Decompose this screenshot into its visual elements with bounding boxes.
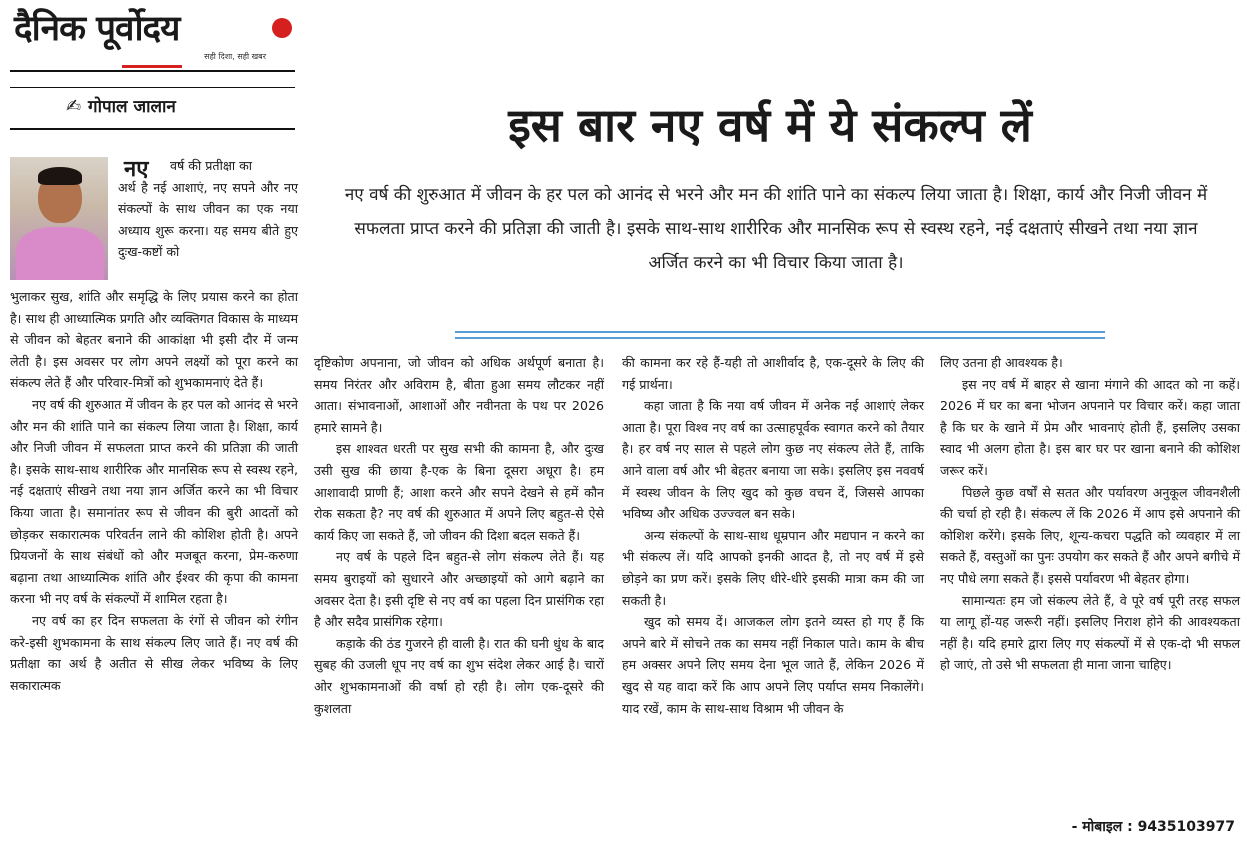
article-column-3 xyxy=(622,352,924,719)
intro-deck: नए वर्ष की शुरुआत में जीवन के हर पल को आनंद से भरने और मन की शांति पाने का संकल्प लिया जाता है। शिक्षा, कार्य और निजी जीवन में सफलता प्राप्त करने की प्रतिज्ञा की जाती है। इसके साथ-साथ शारीरिक और मानसिक रूप से स्वस्थ रहने, नई दक्षताएं सीखने तथा नया ज्ञान अर्जित करने का भी विचार किया जाता है। xyxy=(344,185,1208,273)
lead-paragraph xyxy=(118,155,298,263)
separator-line-bottom xyxy=(455,337,1105,339)
col4-paragraph: इस नए वर्ष में बाहर से खाना मंगाने की आदत को ना कहें। 2026 में घर का बना भोजन अपनाने पर विचार करें। कहा जाता है कि घर के खाने में प्रेम और भावनाएं होती हैं, इसलिए उसका स्वाद भी अलग होता है। इस बार घर पर खाना बनाने की कोशिश जरूर करें। xyxy=(940,376,1240,478)
author-mobile: - मोबाइल : 9435103977 xyxy=(1071,819,1235,835)
byline xyxy=(66,94,176,117)
article-column-1 xyxy=(10,286,298,696)
author-name: गोपाल जालान xyxy=(88,97,176,117)
col2-paragraph: इस शाश्वत धरती पर सुख सभी की कामना है, और दुःख उसी सुख की छाया है-एक के बिना दूसरा अधूरा है। हम आशावादी प्राणी हैं; आशा करने और सपने देखने से हमें कौन रोक सकता है? नए वर्ष की शुरुआत में अपने लिए बहुत-से ऐसे कार्य किए जा सकते हैं, जो जीवन की दिशा बदल सकते हैं। xyxy=(314,441,604,543)
col2-paragraph: दृष्टिकोण अपनाना, जो जीवन को अधिक अर्थपूर्ण बनाता है। समय निरंतर और अविराम है, बीता हुआ समय लौटकर नहीं आता। संभावनाओं, आशाओं और नवीनता के पथ पर 2026 हमारे सामने है। xyxy=(314,355,604,435)
col3-paragraph: कहा जाता है कि नया वर्ष जीवन में अनेक नई आशाएं लेकर आता है। पूरा विश्व नए वर्ष का उत्साहपूर्वक स्वागत करने को तैयार है। हर वर्ष नए साल से पहले लोग कुछ नए संकल्प लेते हैं, ताकि आने वाला वर्ष और भी बेहतर बनाया जा सके। इसलिए इस नववर्ष में स्वस्थ जीवन के लिए खुद को कुछ वचन दें, जिससे आपका भविष्य और अधिक उज्ज्वल बन सके। xyxy=(622,398,924,522)
col3-paragraph: अन्य संकल्पों के साथ-साथ धूम्रपान और मद्यपान न करने का भी संकल्प लें। यदि आपको इनकी आदत है, तो नए वर्ष में इसे छोड़ने का प्रण करें। इसके लिए धीरे-धीरे इसकी मात्रा कम की जा सकती है। xyxy=(622,527,924,608)
col4-paragraph: पिछले कुछ वर्षों से सतत और पर्यावरण अनुकूल जीवनशैली की चर्चा हो रही है। संकल्प लें कि 2026 में आप इसे अपनाने की कोशिश करेंगे। इसके लिए, शून्य-कचरा पद्धति को व्यवहार में ला सकते हैं, वस्तुओं का पुनः उपयोग कर सकते हैं और अपने बगीचे में नए पौधे लगा सकते हैं। इससे पर्यावरण भी बेहतर होगा। xyxy=(940,484,1240,586)
photo-shirt xyxy=(16,227,104,280)
col2-paragraph: कड़ाके की ठंड गुजरने ही वाली है। रात की घनी धुंध के बाद सुबह की उजली धूप नए वर्ष का शुभ संदेश लेकर आई है। चारों ओर शुभकामनाओं की वर्षा हो रही है। लोग एक-दूसरे की कुशलता xyxy=(314,635,604,716)
logo-red-strip xyxy=(122,65,182,68)
masthead xyxy=(14,8,284,70)
newspaper-logo: दैनिक पूर्वोदय xyxy=(14,9,180,49)
masthead-rule xyxy=(10,70,295,72)
col2-paragraph: नए वर्ष के पहले दिन बहुत-से लोग संकल्प लेते हैं। यह समय बुराइयों को सुधारने और अच्छाइयों को आगे बढ़ाने का अवसर देता है। इसी दृष्टि से नए वर्ष का पहला दिन प्रासंगिक रहा है और सदैव प्रासंगिक रहेगा। xyxy=(314,549,604,630)
lead-first-line: वर्ष की प्रतीक्षा का xyxy=(170,158,253,173)
author-photo xyxy=(10,157,108,280)
masthead-tagline: सही दिशा, सही खबर xyxy=(204,52,266,61)
pen-icon: ✍ xyxy=(66,96,82,117)
article-column-4 xyxy=(940,352,1240,676)
col4-paragraph: सामान्यतः हम जो संकल्प लेते हैं, वे पूरे वर्ष पूरी तरह सफल या लागू हों-यह जरूरी नहीं। इसलिए निराश होने की आवश्यकता नहीं है। यदि हमारे द्वारा लिए गए संकल्पों में से एक-दो भी सफल हो जाएं, तो उसे भी सफलता ही माना जाना चाहिए। xyxy=(940,592,1240,673)
headline: इस बार नए वर्ष में ये संकल्प लें xyxy=(508,98,1032,152)
dropcap: नए xyxy=(124,157,149,182)
article-column-2 xyxy=(314,352,604,719)
col1-paragraph: नए वर्ष का हर दिन सफलता के रंगों से जीवन को रंगीन करे-इसी शुभकामना के साथ संकल्प लिए जाते हैं। नए वर्ष की प्रतीक्षा का अर्थ है अतीत से सीख लेकर भविष्य के लिए सकारात्मक xyxy=(10,612,298,693)
col3-paragraph: की कामना कर रहे हैं-यही तो आशीर्वाद है, एक-दूसरे के लिए की गई प्रार्थना। xyxy=(622,355,924,392)
col1-paragraph: भुलाकर सुख, शांति और समृद्धि के लिए प्रयास करने का होता है। साथ ही आध्यात्मिक प्रगति और व्यक्तिगत विकास के माध्यम से जीवन को बेहतर बनाने की आकांक्षा भी इसी दौर में जन्म लेती है। इस अवसर पर लोग अपने लक्ष्यों को पूरा करने का संकल्प लेते हैं और परिवार-मित्रों को शुभकामनाएं देते हैं। xyxy=(10,289,298,391)
lead-rest: अर्थ है नई आशाएं, नए सपने और नए संकल्पों के साथ जीवन का एक नया अध्याय शुरू करना। यह समय बीते हुए दुःख-कष्टों को xyxy=(118,179,298,260)
separator-line-top xyxy=(455,331,1105,333)
photo-hair xyxy=(38,167,82,185)
col3-paragraph: खुद को समय दें। आजकल लोग इतने व्यस्त हो गए हैं कि अपने बारे में सोचने तक का समय नहीं निकाल पाते। काम के बीच हम अक्सर अपने लिए समय देना भूल जाते हैं, लेकिन 2026 में खुद से यह वादा करें कि आप अपने लिए पर्याप्त समय निकालेंगे। याद रखें, काम के साथ-साथ विश्राम भी जीवन के xyxy=(622,614,924,716)
col4-paragraph: लिए उतना ही आवश्यक है। xyxy=(940,355,1063,370)
col1-paragraph: नए वर्ष की शुरुआत में जीवन के हर पल को आनंद से भरने और मन की शांति पाने का संकल्प लिया जाता है। शिक्षा, कार्य और निजी जीवन में सफलता प्राप्त करने की प्रतिज्ञा की जाती है। इसके साथ-साथ शारीरिक और मानसिक रूप से स्वस्थ रहने, नई दक्षताएं सीखने तथा नया ज्ञान अर्जित करने का भी विचार किया जाता है। समानांतर रूप से जीवन की बुरी आदतों को छोड़कर सकारात्मक परिवर्तन लाने की कोशिश होती है। अपने प्रियजनों के साथ संबंधों को और मजबूत करना, प्रेम-करुणा बढ़ाना तथा आध्यात्मिक शांति और ईश्वर की कृपा की कामना करना भी नए वर्ष के संकल्पों में शामिल रहता है। xyxy=(10,396,298,607)
logo-sun-icon xyxy=(272,18,292,38)
byline-top-rule xyxy=(10,87,295,88)
byline-bottom-rule xyxy=(10,128,295,130)
